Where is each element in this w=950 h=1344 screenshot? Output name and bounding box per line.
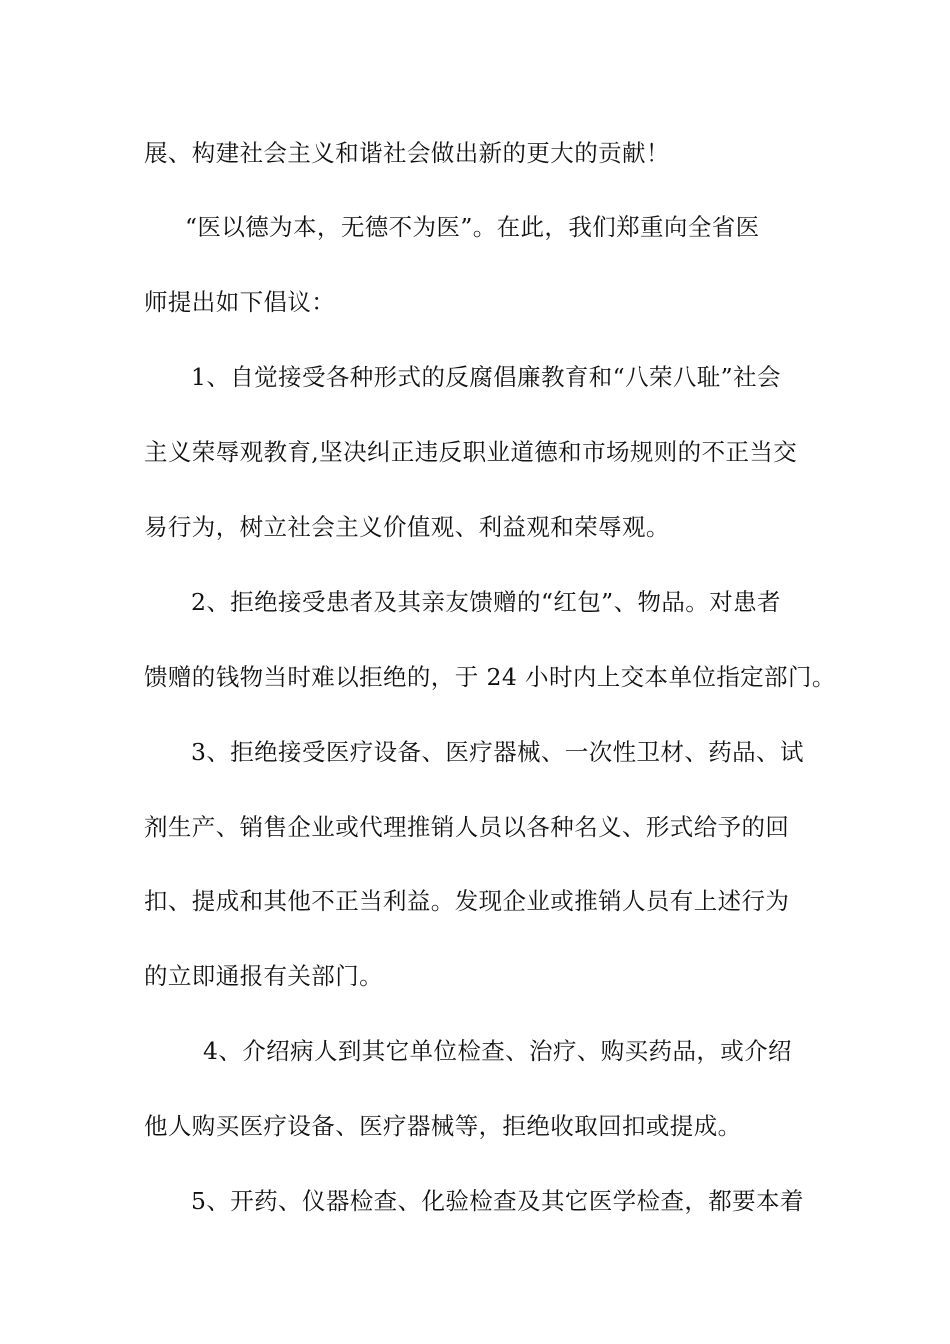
text-line-8: 馈赠的钱物当时难以拒绝的，于 24 小时内上交本单位指定部门。	[144, 663, 836, 691]
text-line-9: 3、拒绝接受医疗设备、医疗器械、一次性卫材、药品、试	[191, 738, 804, 766]
text-line-2: “医以德为本，无德不为医”。在此，我们郑重向全省医	[185, 213, 760, 241]
text-line-10: 剂生产、销售企业或代理推销人员以各种名义、形式给予的回	[144, 813, 790, 841]
text-line-13: 4、介绍病人到其它单位检查、治疗、购买药品，或介绍	[203, 1037, 792, 1065]
text-line-12: 的立即通报有关部门。	[144, 962, 383, 990]
text-line-14: 他人购买医疗设备、医疗器械等，拒绝收取回扣或提成。	[144, 1112, 742, 1140]
text-line-3: 师提出如下倡议：	[144, 288, 336, 316]
text-line-4: 1、自觉接受各种形式的反腐倡廉教育和“八荣八耻”社会	[191, 363, 781, 391]
text-line-6: 易行为，树立社会主义价值观、利益观和荣辱观。	[144, 513, 670, 541]
text-line-7: 2、拒绝接受患者及其亲友馈赠的“红包”、物品。对患者	[191, 588, 781, 616]
text-line-1: 展、构建社会主义和谐社会做出新的更大的贡献！	[144, 139, 670, 167]
text-line-5: 主义荣辱观教育,坚决纠正违反职业道德和市场规则的不正当交	[144, 438, 798, 466]
text-line-15: 5、开药、仪器检查、化验检查及其它医学检查，都要本着	[191, 1187, 804, 1215]
text-line-11: 扣、提成和其他不正当利益。发现企业或推销人员有上述行为	[144, 887, 790, 915]
